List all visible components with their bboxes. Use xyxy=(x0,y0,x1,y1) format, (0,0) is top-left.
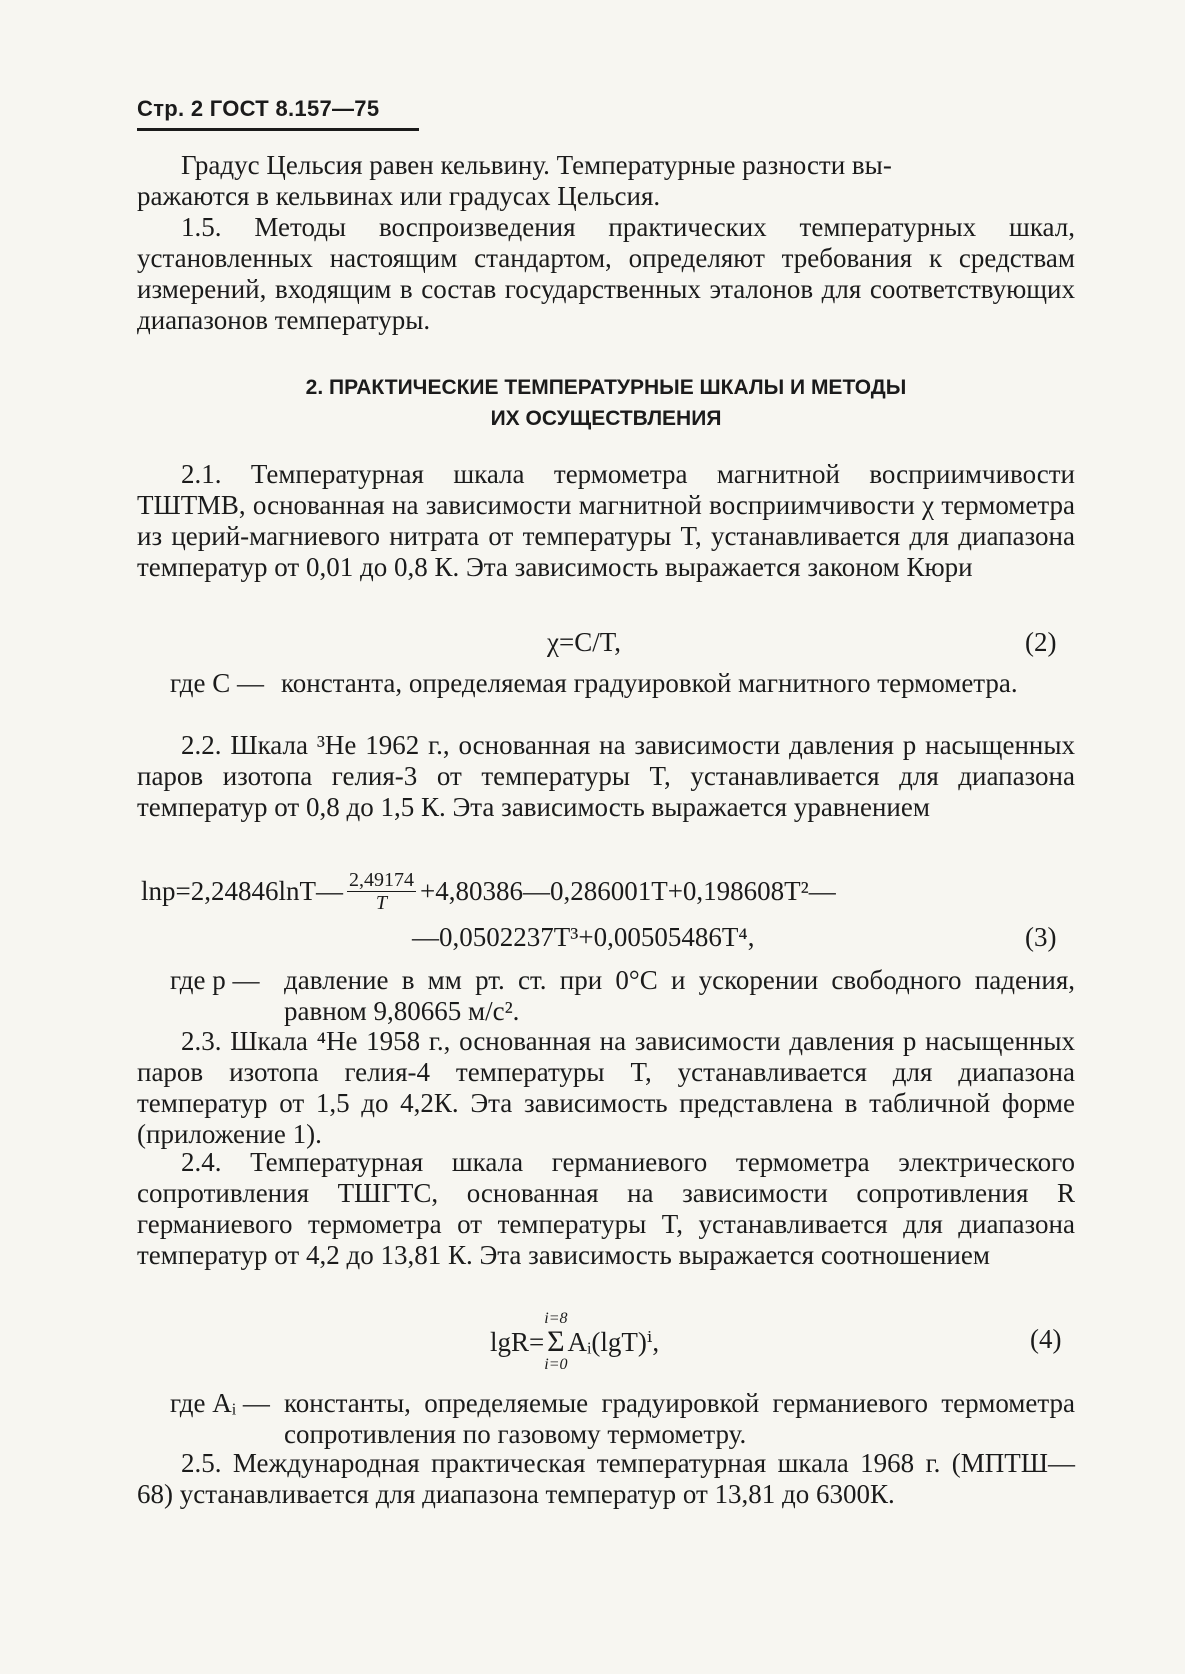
top-paragraph xyxy=(137,150,1075,212)
where-clause-4 xyxy=(137,1388,1075,1450)
equation-2-number: (2) xyxy=(1025,627,1057,657)
equation-3-fraction: $\frac{2,49174}{T}$ xyxy=(348,868,414,914)
section-2-title-line2: ИХ ОСУЩЕСТВЛЕНИЯ xyxy=(490,407,722,430)
where-clause-2-lead: где C — xyxy=(170,668,264,698)
page-header: Стр. 2 ГОСТ 8.157—75 xyxy=(137,96,419,131)
summation-sign: i=8 Σ i=0 xyxy=(544,1310,568,1373)
top-paragraph-line2: ражаются в кельвинах или градусах Цельсия. xyxy=(137,181,661,211)
where-clause-3-text: давление в мм рт. ст. при 0°С и ускорении свободного падения, равном 9,80665 м/с². xyxy=(284,965,1075,1026)
paragraph-2-3: 2.3. Шкала ⁴He 1958 г., основанная на зависимости давления p насыщенных паров изотопа гелия-4 температуры T, устанавливается для диапазона температур от 1,5 до 4,2К. Эта зависимость представлена в табличной форме (приложение 1). xyxy=(137,1026,1075,1149)
equation-3-line2: —0,0502237T³+0,00505486T⁴, xyxy=(412,922,755,952)
where-clause-4-lead: где Aᵢ — xyxy=(170,1388,270,1418)
paragraph-2-4: 2.4. Температурная шкала германиевого термометра электрического сопротивления ТШГТС, основанная на зависимости сопротивления R германиевого термометра от температуры T, устанавливается для диапазона температур от 4,2 до 13,81 К. Эта зависимость выражается соотношением xyxy=(137,1147,1075,1270)
where-clause-2 xyxy=(137,668,1075,730)
section-2-title-line1: 2. ПРАКТИЧЕСКИЕ ТЕМПЕРАТУРНЫЕ ШКАЛЫ И МЕТОДЫ xyxy=(305,376,907,399)
where-clause-3-lead: где p — xyxy=(170,965,260,995)
equation-3-number: (3) xyxy=(1025,922,1057,952)
paragraph-2-1: 2.1. Температурная шкала термометра магнитной восприимчивости ТШТМВ, основанная на зависимости магнитной восприимчивости χ термометра из церий-магниевого нитрата от температуры T, устанавливается для диапазона температур от 0,01 до 0,8 К. Эта зависимость выражается законом Кюри xyxy=(137,459,1075,582)
where-clause-3 xyxy=(137,965,1075,1027)
top-paragraph-line1: Градус Цельсия равен кельвину. Температурные разности вы- xyxy=(181,150,892,180)
paragraph-2-5: 2.5. Международная практическая температурная шкала 1968 г. (МПТШ—68) устанавливается для диапазона температур от 13,81 до 6300К. xyxy=(137,1448,1075,1509)
equation-3-line1: lnp=2,24846lnT— $\frac{2,49174}{T}$ +4,80386—0,286001T+0,198608T²— xyxy=(141,868,836,914)
paragraph-1-5: 1.5. Методы воспроизведения практических температурных шкал, установленных настоящим стандартом, определяют требования к средствам измерений, входящим в состав государственных эталонов для соответствующих диапазонов температуры. xyxy=(137,212,1075,335)
equation-4-number: (4) xyxy=(1030,1324,1062,1354)
section-2-heading xyxy=(137,372,1075,434)
equation-2: χ=C/T, xyxy=(547,627,621,657)
where-clause-2-text: константа, определяемая градуировкой магнитного термометра. xyxy=(281,668,1018,698)
equation-4: lgR= i=8 Σ i=0 Aᵢ(lgT)ⁱ, xyxy=(490,1310,660,1373)
where-clause-4-text: константы, определяемые градуировкой германиевого термометра сопротивления по газовому термометру. xyxy=(284,1388,1075,1449)
paragraph-2-2: 2.2. Шкала ³He 1962 г., основанная на зависимости давления p насыщенных паров изотопа гелия-3 от температуры T, устанавливается для диапазона температур от 0,8 до 1,5 К. Эта зависимость выражается уравнением xyxy=(137,730,1075,822)
